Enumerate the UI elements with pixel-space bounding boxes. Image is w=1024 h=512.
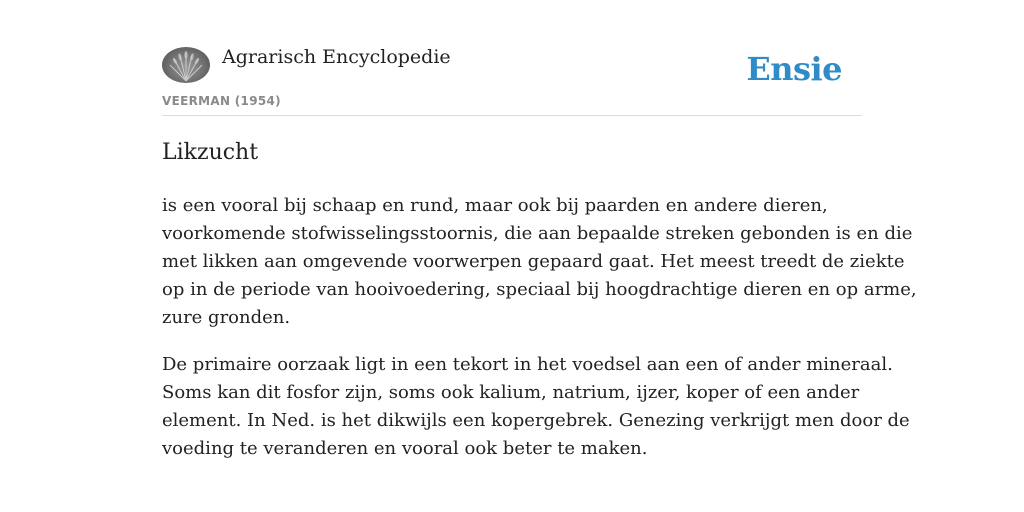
body-line: De primaire oorzaak ligt in een tekort in het voedsel aan een of ander mineraal. [162,354,893,375]
body-line: voeding te veranderen en vooral ook beter te maken. [162,438,648,459]
body-paragraph [162,192,917,332]
source-title[interactable]: Agrarisch Encyclopedie [222,46,451,68]
wheat-sheaf-icon[interactable] [162,47,210,83]
body-line: zure gronden. [162,307,291,328]
entry-header [162,0,862,116]
body-line: met likken aan omgevende voorwerpen gepaard gaat. Het meest treedt de ziekte [162,251,905,272]
body-paragraph [162,351,910,463]
entry-body [162,192,917,482]
body-line: element. In Ned. is het dikwijls een kopergebrek. Genezing verkrijgt men door de [162,410,910,431]
source-author: VEERMAN (1954) [162,94,281,108]
body-line: op in de periode van hooivoedering, speciaal bij hoogdrachtige dieren en op arme, [162,279,917,300]
body-line: voorkomende stofwisselingsstoornis, die aan bepaalde streken gebonden is en die [162,223,913,244]
brand-logo[interactable]: Ensie [746,50,842,88]
entry-card [162,0,917,512]
body-line: Soms kan dit fosfor zijn, soms ook kalium, natrium, ijzer, koper of een ander [162,382,860,403]
body-line: is een vooral bij schaap en rund, maar ook bij paarden en andere dieren, [162,195,828,216]
entry-title: Likzucht [162,140,259,165]
